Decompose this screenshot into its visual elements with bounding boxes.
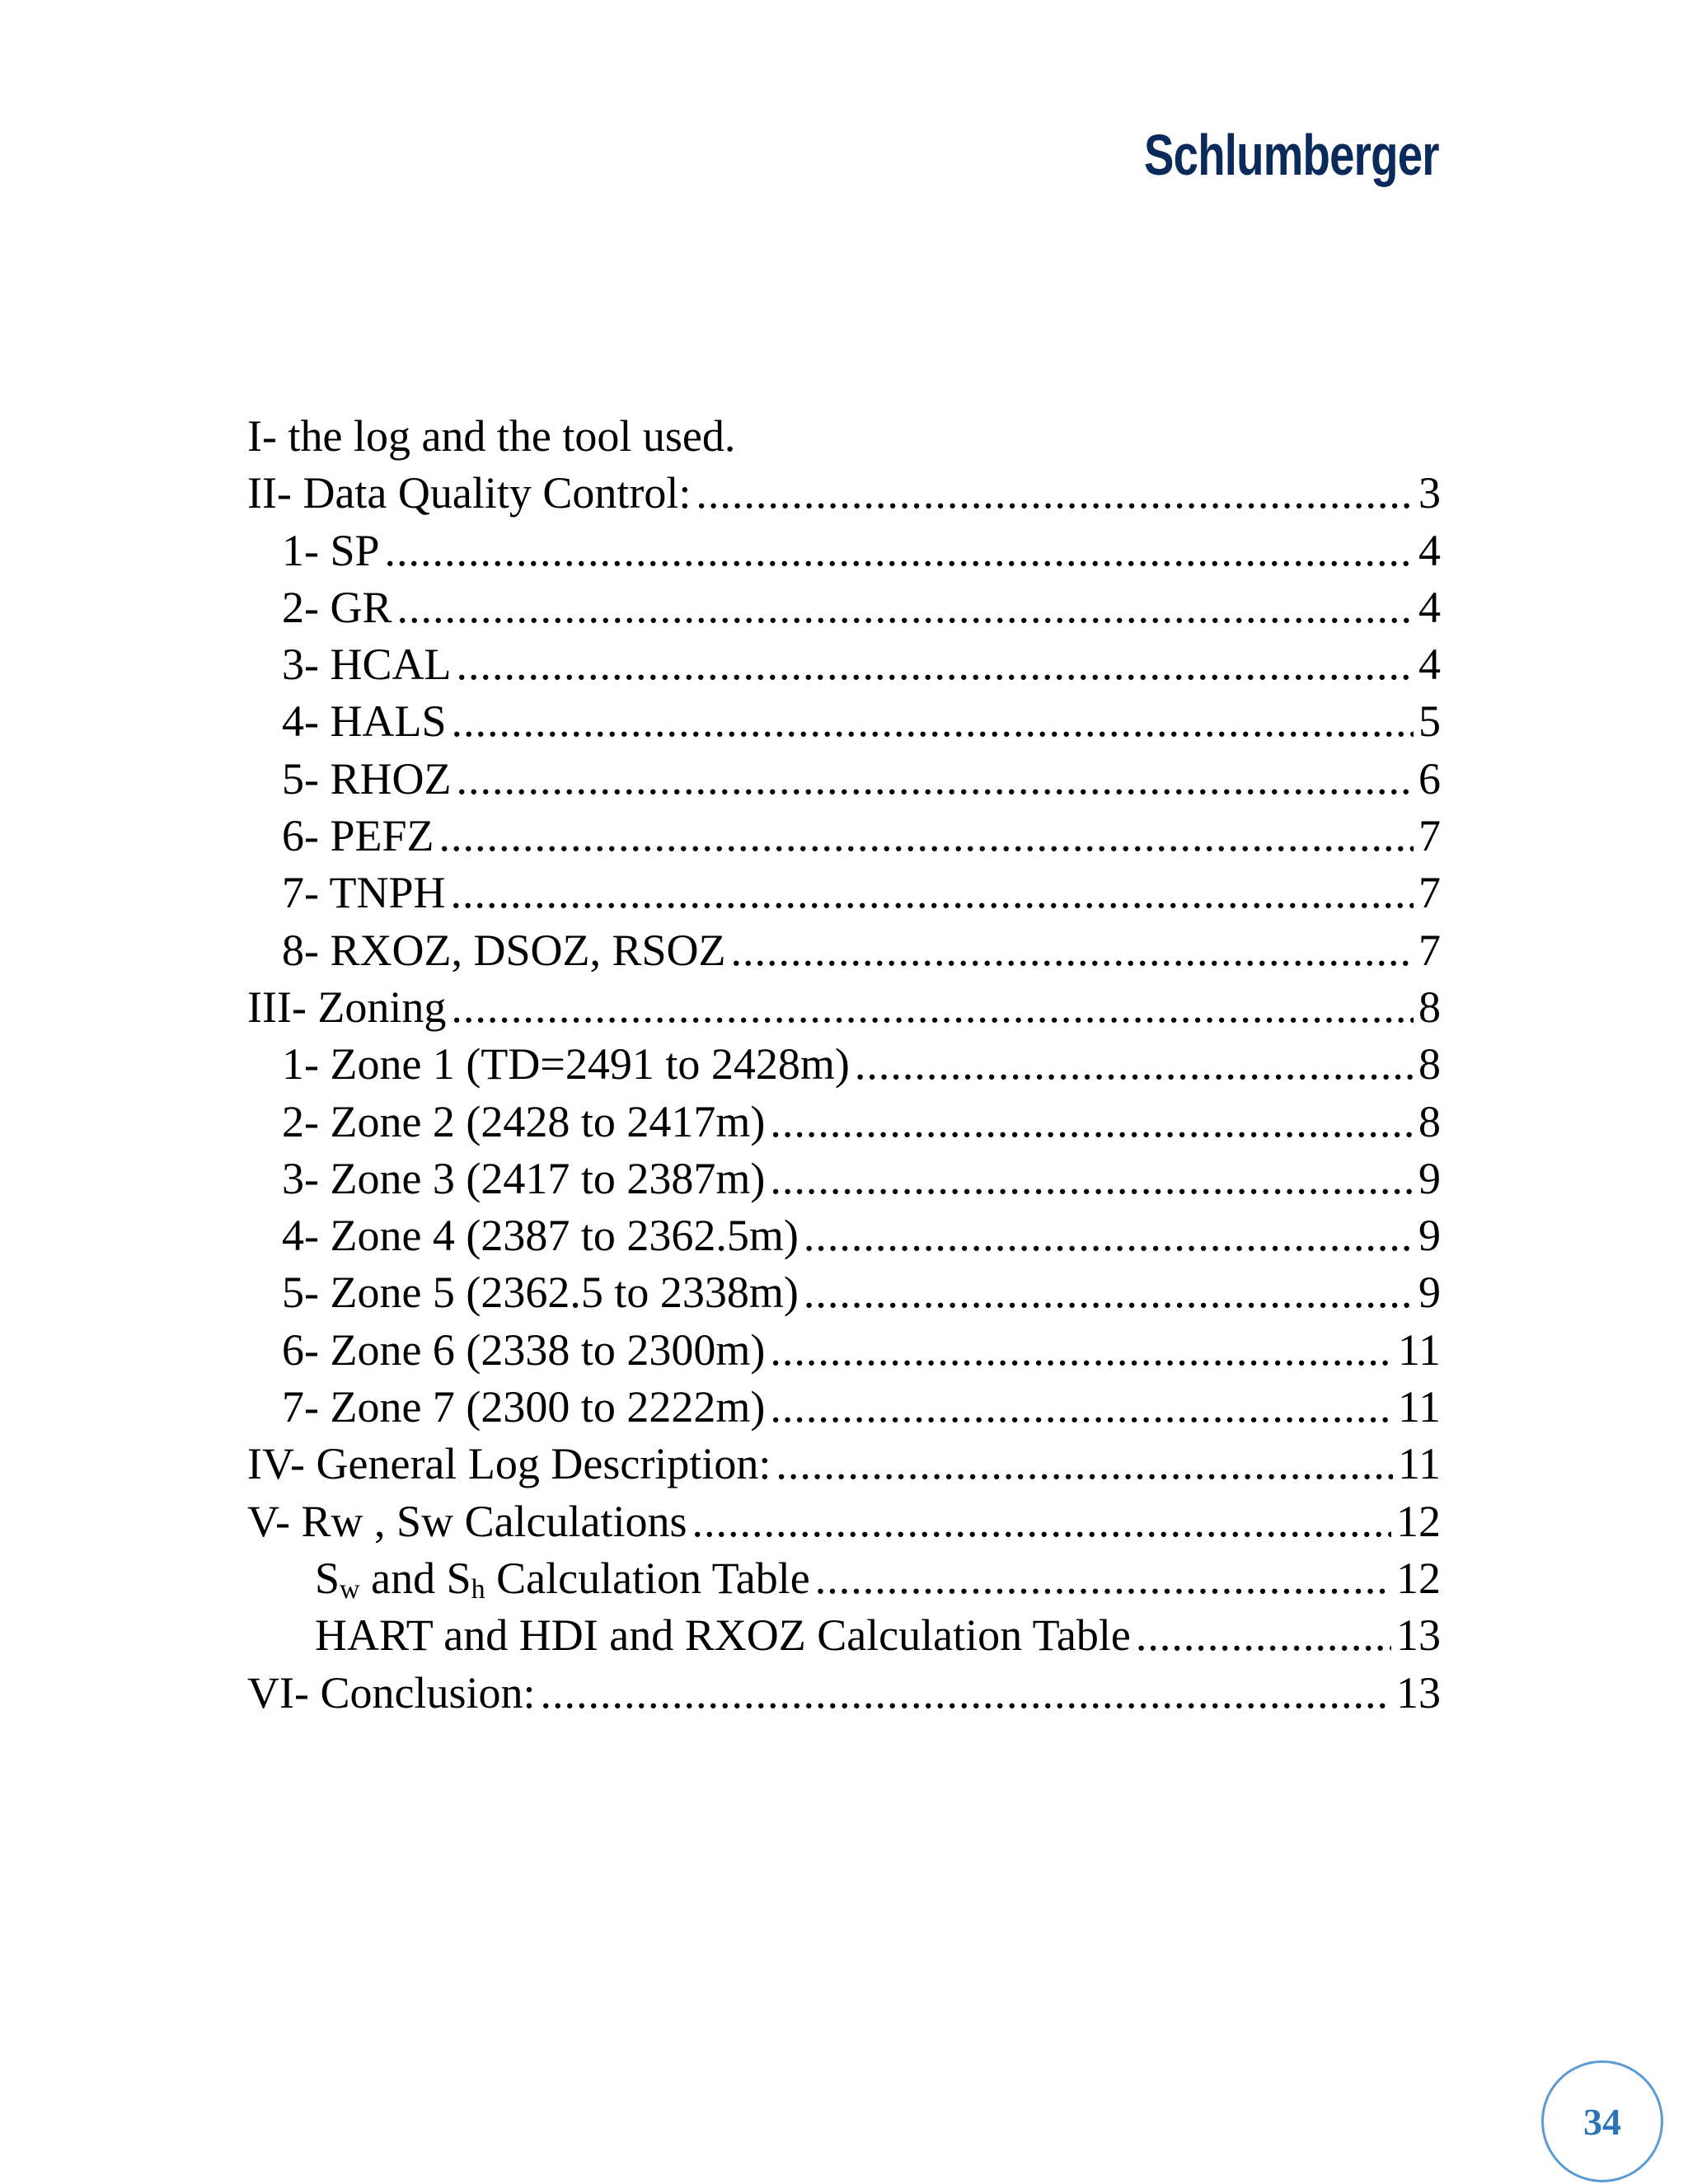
toc-entry-label: VI- Conclusion: — [247, 1667, 536, 1718]
toc-entry[interactable] — [247, 408, 1441, 465]
toc-dot-leader — [692, 1493, 1391, 1550]
toc-entry-label: 1- SP — [282, 525, 380, 575]
toc-dot-leader — [815, 1550, 1391, 1607]
toc-entry-page: 9 — [1418, 1268, 1441, 1318]
schlumberger-logo: Schlumberger — [1144, 123, 1439, 187]
toc-entry-label: 6- Zone 6 (2338 to 2300m) — [282, 1324, 766, 1375]
toc-dot-leader — [456, 751, 1414, 808]
toc-entry-label: $S_w$ and $S_h$ Calculation Table — [315, 1553, 810, 1605]
toc-dot-leader — [452, 693, 1414, 750]
toc-entry[interactable] — [247, 1379, 1441, 1436]
toc-entry-label: 8- RXOZ, DSOZ, RSOZ — [282, 925, 726, 975]
toc-entry-page: 7 — [1418, 868, 1441, 918]
toc-entry-page: 8 — [1418, 982, 1441, 1032]
toc-entry-page: 4 — [1418, 640, 1441, 690]
toc-dot-leader — [456, 636, 1414, 693]
toc-dot-leader — [1136, 1607, 1391, 1664]
page-number: 34 — [1583, 2100, 1621, 2143]
toc-entry-label: V- Rw , Sw Calculations — [247, 1496, 687, 1546]
toc-entry[interactable] — [247, 1550, 1441, 1607]
toc-entry[interactable] — [247, 579, 1441, 636]
toc-entry-label: 5- Zone 5 (2362.5 to 2338m) — [282, 1268, 799, 1318]
toc-entry-page: 8 — [1418, 1039, 1441, 1090]
toc-entry[interactable] — [247, 1322, 1441, 1379]
toc-entry-page: 11 — [1398, 1324, 1441, 1375]
toc-dot-leader — [804, 1207, 1414, 1264]
toc-entry-page: 9 — [1418, 1153, 1441, 1203]
toc-entry[interactable] — [247, 1036, 1441, 1093]
toc-dot-leader — [855, 1036, 1414, 1093]
toc-entry-label: 2- Zone 2 (2428 to 2417m) — [282, 1096, 766, 1146]
toc-entry-label: IV- General Log Description: — [247, 1439, 771, 1489]
toc-entry-label: 6- PEFZ — [282, 811, 434, 861]
toc-entry-page: 9 — [1418, 1211, 1441, 1261]
toc-entry-label: HART and HDI and RXOZ Calculation Table — [315, 1610, 1131, 1661]
toc-entry[interactable] — [247, 1493, 1441, 1550]
toc-entry-page: 13 — [1396, 1667, 1441, 1718]
toc-entry-page: 4 — [1418, 525, 1441, 575]
toc-entry[interactable] — [247, 1264, 1441, 1321]
toc-entry-label: II- Data Quality Control: — [247, 468, 692, 518]
toc-entry-label: I- the log and the tool used. — [247, 411, 736, 461]
toc-entry-label: 7- Zone 7 (2300 to 2222m) — [282, 1382, 766, 1432]
toc-entry-page: 4 — [1418, 582, 1441, 632]
toc-entry[interactable] — [247, 1094, 1441, 1151]
toc-entry[interactable] — [247, 636, 1441, 693]
toc-dot-leader — [439, 808, 1414, 865]
toc-entry-page: 11 — [1398, 1382, 1441, 1432]
toc-entry[interactable] — [247, 1151, 1441, 1207]
toc-entry-page: 8 — [1418, 1096, 1441, 1146]
toc-entry-label: 3- HCAL — [282, 640, 452, 690]
toc-dot-leader — [451, 865, 1414, 921]
toc-entry-page: 7 — [1418, 925, 1441, 975]
toc-dot-leader — [696, 465, 1414, 522]
toc-entry[interactable] — [247, 1436, 1441, 1493]
toc-entry-page: 3 — [1418, 468, 1441, 518]
toc-entry-page: 13 — [1396, 1610, 1441, 1661]
toc-dot-leader — [770, 1094, 1414, 1151]
toc-dot-leader — [776, 1436, 1393, 1493]
toc-entry-label: 4- HALS — [282, 696, 447, 747]
toc-entry[interactable] — [247, 1665, 1441, 1722]
toc-entry-label: 5- RHOZ — [282, 753, 452, 804]
page-number-badge — [1541, 2060, 1663, 2182]
toc-entry-page: 5 — [1418, 696, 1441, 747]
table-of-contents — [247, 408, 1441, 1722]
toc-dot-leader — [770, 1151, 1414, 1207]
toc-dot-leader — [770, 1322, 1393, 1379]
toc-entry[interactable] — [247, 808, 1441, 865]
toc-dot-leader — [385, 523, 1414, 579]
toc-entry-label: 7- TNPH — [282, 868, 446, 918]
toc-entry-page: 12 — [1396, 1496, 1441, 1546]
toc-entry[interactable] — [247, 922, 1441, 979]
toc-entry-label: III- Zoning — [247, 982, 447, 1032]
toc-entry[interactable] — [247, 751, 1441, 808]
toc-entry[interactable] — [247, 1207, 1441, 1264]
toc-entry[interactable] — [247, 865, 1441, 921]
toc-entry-page: 6 — [1418, 753, 1441, 804]
toc-dot-leader — [770, 1379, 1393, 1436]
toc-entry[interactable] — [247, 465, 1441, 522]
toc-entry-page: 11 — [1398, 1439, 1441, 1489]
toc-entry[interactable] — [247, 979, 1441, 1036]
toc-dot-leader — [804, 1264, 1414, 1321]
toc-entry-page: 7 — [1418, 811, 1441, 861]
toc-entry[interactable] — [247, 523, 1441, 579]
toc-dot-leader — [397, 579, 1414, 636]
toc-dot-leader — [731, 922, 1414, 979]
toc-dot-leader — [451, 979, 1414, 1036]
toc-entry-label: 1- Zone 1 (TD=2491 to 2428m) — [282, 1039, 850, 1090]
toc-entry-page: 12 — [1396, 1553, 1441, 1603]
toc-entry[interactable] — [247, 1607, 1441, 1664]
toc-entry-label: 4- Zone 4 (2387 to 2362.5m) — [282, 1211, 799, 1261]
toc-dot-leader — [540, 1665, 1391, 1722]
toc-entry-label: 2- GR — [282, 582, 392, 632]
toc-entry-label: 3- Zone 3 (2417 to 2387m) — [282, 1153, 766, 1203]
toc-entry[interactable] — [247, 693, 1441, 750]
